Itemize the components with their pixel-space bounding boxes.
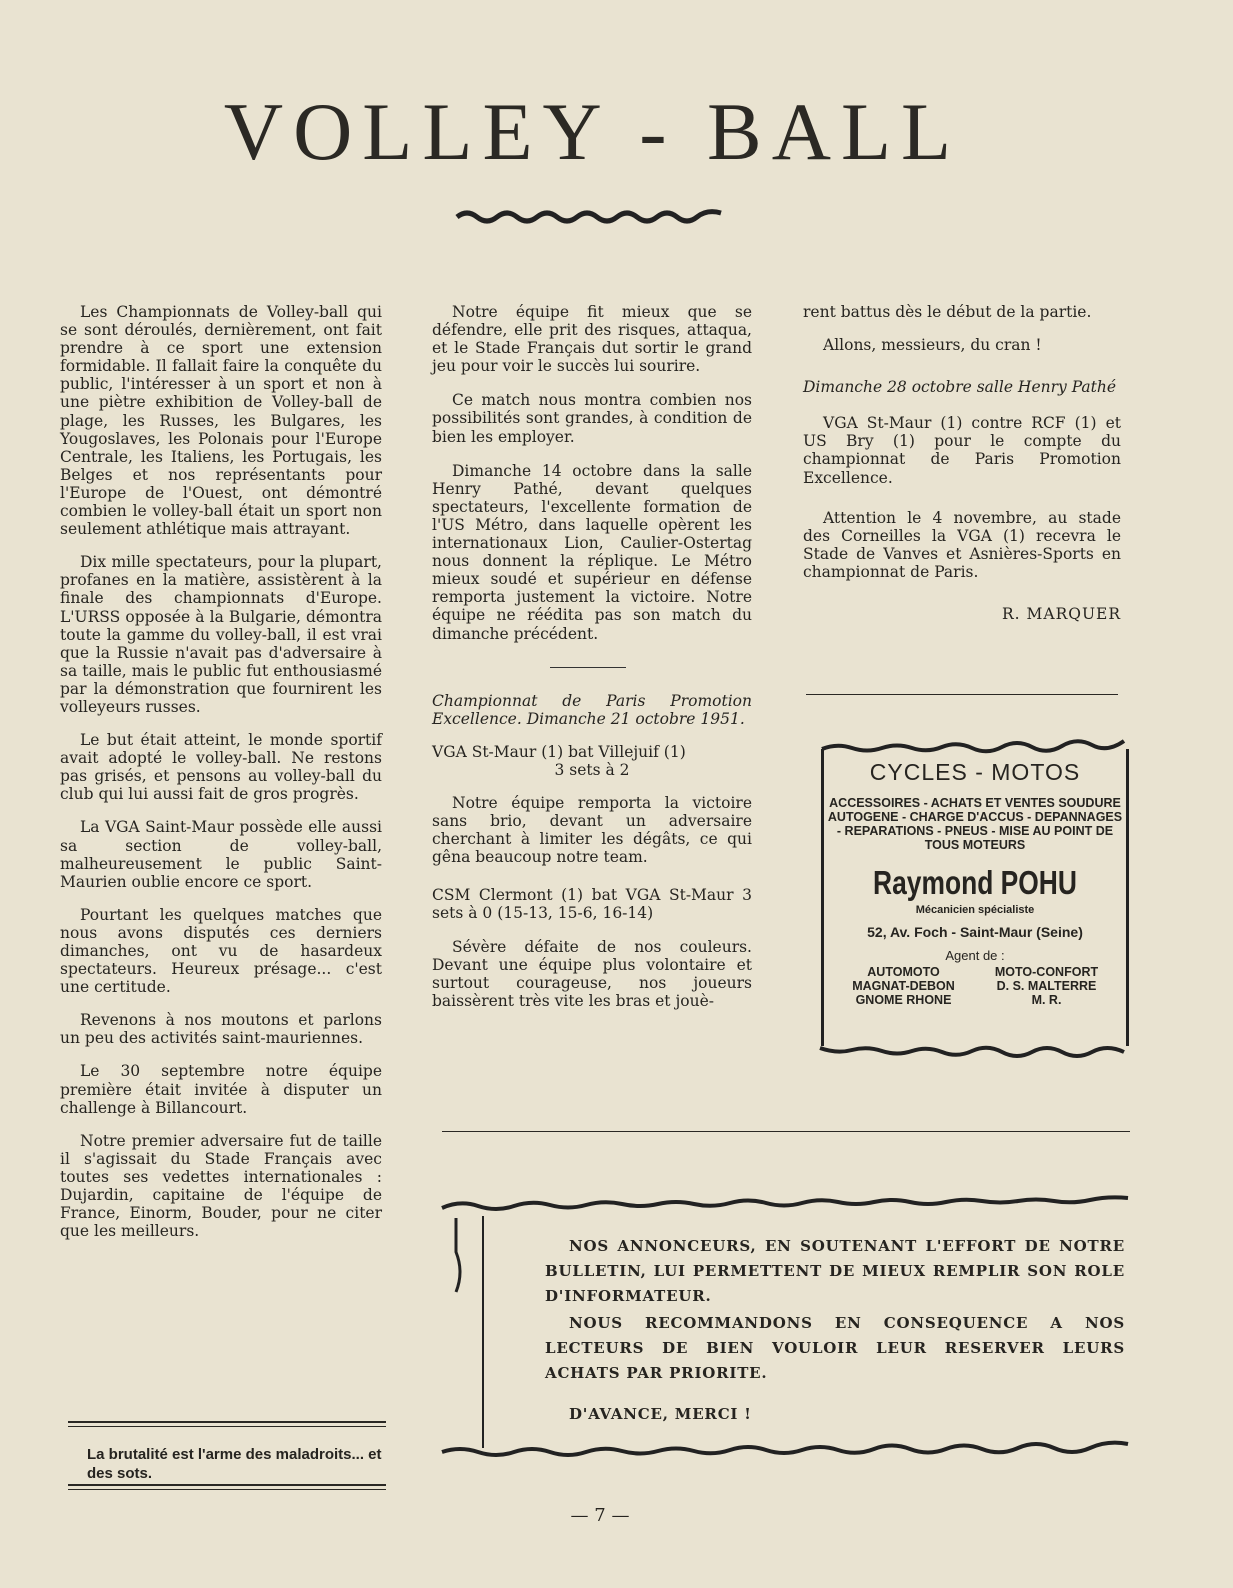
notice-thanks: D'AVANCE, MERCI ! xyxy=(569,1405,752,1423)
paragraph: Ce match nous montra combien nos possibilités sont grandes, à condition de bien les employer. xyxy=(432,391,752,446)
paragraph: Notre équipe remporta la victoire sans brio, devant un adversaire cherchant à limiter les dégâts, ce qui gêna beaucoup notre team. xyxy=(432,793,752,867)
page-number: — 7 — xyxy=(570,1505,630,1526)
paragraph: Les Championnats de Volley-ball qui se sont déroulés, dernièrement, ont fait prendre à ce sport une extension formidable. Il fallait faire la conquête du public, l'intéresser à un sport et non à une piètre exhibition de Volley-ball de plage, les Russes, les Bulgares, les Yougoslaves, les Polonais pour l'Europe Centrale, les Italiens, les Portugais, les Belges et nos représentants pour l'Europe de l'Ouest, ont démontré combien le volley-ball était un sport non seulement athlétique mais attrayant. xyxy=(60,303,382,539)
ad-brand-item: M. R. xyxy=(1031,993,1062,1007)
notice-paragraph: NOS ANNONCEURS, EN SOUTENANT L'EFFORT DE NOTRE BULLETIN, LUI PERMETTENT DE MIEUX REMPLIR SON ROLE D'INFORMATEUR. xyxy=(545,1237,1125,1305)
advertisement-box xyxy=(812,735,1132,1060)
ad-content xyxy=(821,749,1129,1046)
small-divider xyxy=(550,667,626,668)
paragraph: Dix mille spectateurs, pour la plupart, profanes en la matière, assistèrent à la finale des championnats d'Europe. L'URSS opposée à la Bulgarie, démontra toute la gamme du volley-ball, il est vrai que la Russie n'avait pas d'adversaire à sa taille, mais le public fut enthousiasmé par la démonstration que fournirent les volleyeurs russes. xyxy=(60,553,382,716)
paragraph: La VGA Saint-Maur possède elle aussi sa section de volley-ball, malheureusement le public Saint-Maurien oublie encore ce sport. xyxy=(60,818,382,891)
article-column-3 xyxy=(803,303,1121,638)
notice-paragraph: NOUS RECOMMANDONS EN CONSEQUENCE A NOS LECTEURS DE BIEN VOULOIR LEUR RESERVER LEURS ACHATS PAR PRIORITE. xyxy=(545,1314,1125,1382)
quote-bottom-rule-2 xyxy=(68,1489,386,1490)
paragraph: Revenons à nos moutons et parlons un peu des activités saint-mauriennes. xyxy=(60,1011,382,1048)
notice-top-wavy-border xyxy=(440,1192,1130,1214)
quote-bottom-rule xyxy=(68,1484,386,1486)
paragraph: Le but était atteint, le monde sportif avait adopté le volley-ball. Ne restons pas grisés, et pensons au volley-ball du club qui lui aussi fait de gros progrès. xyxy=(60,731,382,804)
ad-brand-item: AUTOMOTO xyxy=(867,965,940,979)
paragraph: Allons, messieurs, du cran ! xyxy=(823,336,1042,355)
paragraph: Dimanche 14 octobre dans la salle Henry Pathé, devant quelques spectateurs, l'excellente formation de l'US Métro, dans laquelle opèrent les internationaux Lion, Caulier-Ostertag nous donnent la réplique. Le Métro mieux soudé et supérieur en défense remporta justement la victoire. Notre équipe ne réédita pas son match du dimanche précédent. xyxy=(432,461,752,643)
paragraph: Notre équipe fit mieux que se défendre, elle prit des risques, attaqua, et le Stade Français dut sortir le grand jeu pour voir le succès lui sourire. xyxy=(432,303,752,376)
ad-brand: CYCLES - MOTOS xyxy=(869,759,1081,785)
ad-address: 52, Av. Foch - Saint-Maur (Seine) xyxy=(867,924,1083,940)
paragraph: VGA St-Maur (1) contre RCF (1) et US Bry (1) pour le compte du championnat de Paris Promotion Excellence. xyxy=(803,414,1121,487)
article-column-1 xyxy=(60,303,382,1255)
match-result: CSM Clermont (1) bat VGA St-Maur 3 sets à 0 (15-13, 15-6, 16-14) xyxy=(432,886,752,923)
quote-box: La brutalité est l'arme des maladroits... et des sots. xyxy=(87,1446,382,1482)
ad-brand-item: MOTO-CONFORT xyxy=(994,965,1099,979)
author-signature: R. MARQUER xyxy=(1001,605,1121,624)
paragraph: Pourtant les quelques matches que nous avons disputés ces derniers dimanches, ont vu de hasardeux spectateurs. Heureux présage... c'est une certitude. xyxy=(60,905,382,997)
paragraph: rent battus dès le début de la partie. xyxy=(803,303,1092,321)
paragraph: Le 30 septembre notre équipe première était invitée à disputer un challenge à Billancourt. xyxy=(60,1062,382,1117)
notice-bottom-wavy-border xyxy=(440,1440,1130,1462)
section-divider xyxy=(442,1131,1130,1132)
article-column-2 xyxy=(432,303,752,1025)
ad-role: Mécanicien spécialiste xyxy=(915,904,1035,916)
ad-brand-list xyxy=(824,965,1126,1007)
ad-brand-item: D. S. MALTERRE xyxy=(996,979,1097,993)
notice-text xyxy=(545,1234,1125,1429)
paragraph: Notre premier adversaire fut de taille il s'agissait du Stade Français avec toutes ses vedettes internationales : Dujardin, capitaine de l'équipe de France, Einorm, Bouder, pour ne citer que les meilleurs. xyxy=(60,1131,382,1241)
quote-top-rule-2 xyxy=(68,1426,386,1427)
page-title: VOLLEY - BALL xyxy=(223,86,962,177)
championship-heading: Championnat de Paris Promotion Excellence. Dimanche 21 octobre 1951. xyxy=(432,691,752,728)
ad-business-name: Raymond POHU xyxy=(873,864,1077,901)
title-wavy-divider xyxy=(455,205,725,225)
advertisers-notice-box xyxy=(440,1192,1130,1462)
ad-brand-item: GNOME RHONE xyxy=(855,993,952,1007)
event-heading: Dimanche 28 octobre salle Henry Pathé xyxy=(803,378,1117,397)
ad-services: ACCESSOIRES - ACHATS ET VENTES SOUDURE AUTOGENE - CHARGE D'ACCUS - DEPANNAGES - REPARATIONS - PNEUS - MISE AU POINT DE TOUS MOTEURS xyxy=(827,796,1123,852)
ad-bottom-wavy-border xyxy=(812,1040,1132,1060)
ad-agent-label: Agent de : xyxy=(945,948,1005,963)
column3-divider xyxy=(806,694,1118,695)
ad-brand-item: MAGNAT-DEBON xyxy=(852,979,955,993)
paragraph: Attention le 4 novembre, au stade des Corneilles la VGA (1) recevra le Stade de Vanves et Asnières-Sports en championnat de Paris. xyxy=(803,508,1121,581)
notice-left-bracket xyxy=(450,1212,490,1452)
paragraph: Sévère défaite de nos couleurs. Devant une équipe plus volontaire et surtout courageuse, nos joueurs baissèrent très vite les bras et jouè- xyxy=(432,937,752,1010)
match-score: 3 sets à 2 xyxy=(554,760,630,779)
match-result: VGA St-Maur (1) bat Villejuif (1) xyxy=(432,742,686,761)
quote-top-rule xyxy=(68,1421,386,1423)
